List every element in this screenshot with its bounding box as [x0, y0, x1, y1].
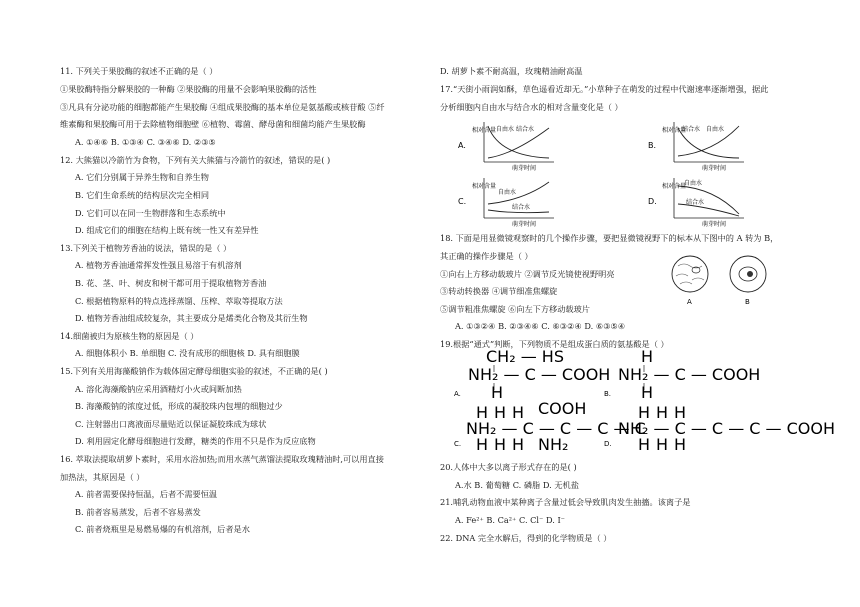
svg-text:H: H: [656, 403, 669, 422]
q17-graph-set: [454, 118, 754, 228]
graph-a-letter: A.: [458, 141, 466, 150]
svg-text:H: H: [512, 403, 525, 422]
graph-d-bound: 结合水: [686, 199, 705, 206]
graph-b-bound: 结合水: [682, 126, 701, 133]
svg-text:NH₂ — C — COOH: NH₂ — C — COOH: [468, 365, 611, 384]
graph-d-letter: D.: [648, 197, 657, 206]
q16-stem-cont: 加热法，其原因是（ ）: [60, 472, 145, 482]
q11-statement-1: ①果胶酶特指分解果胶的一种酶 ②果胶酶的用量不会影响果胶酶的活性: [60, 84, 317, 94]
q15-stem: 15.下列有关用海藻酸钠作为载体固定酵母细胞实验的叙述，不正确的是( ): [60, 366, 328, 376]
q12-option-a: A. 它们分别属于异养生物和自养生物: [75, 172, 209, 182]
q21-stem: 21.哺乳动物血液中某种离子含量过低会导致肌肉发生抽搐。该离子是: [440, 497, 691, 507]
svg-text:NH₂ — C — C — C — COOH: NH₂ — C — C — C — COOH: [618, 419, 836, 438]
svg-text:NH₂: NH₂: [538, 435, 569, 454]
field-b: [730, 256, 766, 306]
svg-text:H: H: [491, 383, 504, 402]
field-a-label: A: [687, 298, 692, 306]
svg-text:D.: D.: [604, 440, 612, 448]
svg-text:H: H: [512, 435, 525, 454]
q18-step-1: ①向右上方移动载玻片 ②调节反光镜使视野明亮: [440, 269, 615, 279]
svg-text:A.: A.: [454, 390, 461, 398]
svg-text:COOH: COOH: [538, 399, 587, 418]
structure-a: [454, 347, 610, 402]
field-b-label: B: [745, 298, 750, 306]
q12-option-d: D. 组成它们的细胞在结构上既有统一性又有差异性: [75, 225, 259, 235]
graph-c-ylabel: 相对含量: [472, 183, 497, 190]
svg-text:H: H: [641, 383, 654, 402]
q15-option-b: B. 海藻酸钠的浓度过低，形成的凝胶珠内包埋的细胞过少: [75, 401, 283, 411]
graph-b: [648, 122, 744, 172]
field-a: [672, 256, 708, 306]
q16-option-c: C. 前者烧瓶里是易燃易爆的有机溶剂，后者是水: [75, 524, 250, 534]
q18-microscope-fields: [668, 252, 778, 312]
q19-structures: [454, 347, 836, 458]
svg-text:H: H: [476, 403, 489, 422]
q16-option-d: D. 胡萝卜素不耐高温，玫瑰精油耐高温: [440, 66, 583, 76]
graph-a-xlabel: 萌芽时间: [512, 165, 537, 172]
structure-b: [604, 347, 760, 402]
graph-a-free: 自由水: [496, 126, 515, 133]
q18-stem-cont: 其正确的操作步骤是（ ）: [440, 251, 533, 261]
graph-d-xlabel: 萌芽时间: [702, 221, 727, 228]
q17-stem: 17.“天街小雨润如酥，草色遥看近却无。”小草种子在萌发的过程中代谢速率逐渐增强，据此: [440, 84, 769, 94]
graph-a-bound: 结合水: [516, 126, 535, 133]
q17-stem-cont: 分析细胞内自由水与结合水的相对含量变化是（ ）: [440, 102, 623, 112]
structure-d: [604, 403, 835, 454]
q12-stem: 12. 大熊猫以冷箭竹为食物，下列有关大熊猫与冷箭竹的叙述，错误的是( ): [60, 155, 331, 165]
q16-option-b: B. 前者容易蒸发，后者不容易蒸发: [75, 507, 201, 517]
q20-options: A.水 B. 葡萄糖 C. 磷脂 D. 无机盐: [455, 480, 579, 490]
q19-stem: 19.根据“通式”判断，下列物质不是组成蛋白质的氨基酸是（ ）: [440, 339, 669, 349]
microscope-svg: [668, 252, 778, 308]
graph-d: [648, 178, 744, 228]
graph-a-ylabel: 相对含量: [472, 127, 497, 134]
graph-d-ylabel: 相对含量: [662, 183, 687, 190]
q15-option-c: C. 注射器出口离液面尽量贴近以保证凝胶珠成为球状: [75, 419, 267, 429]
q15-option-a: A. 溶化海藻酸钠应采用酒精灯小火或间断加热: [75, 384, 242, 394]
q21-options: A. Fe²⁺ B. Ca²⁺ C. Cl⁻ D. I⁻: [455, 515, 565, 525]
q19-structures-svg: [454, 347, 836, 454]
svg-text:H: H: [656, 435, 669, 454]
q14-options: A. 细胞体积小 B. 单细胞 C. 没有成形的细胞核 D. 具有细胞膜: [75, 348, 300, 358]
q20-stem: 20.人体中大多以离子形式存在的是( ): [440, 462, 577, 472]
q13-stem: 13.下列关于植物芳香油的说法，错误的是（ ）: [60, 243, 232, 253]
graph-b-xlabel: 萌芽时间: [702, 165, 727, 172]
svg-text:H: H: [638, 403, 651, 422]
q12-option-c: D. 它们可以在同一生物群落和生态系统中: [75, 208, 226, 218]
q18-step-3: ⑤调节粗准焦螺旋 ⑥向左下方移动载玻片: [440, 304, 590, 314]
q17-graphs: [454, 118, 754, 227]
graph-c-xlabel: 萌芽时间: [512, 221, 537, 228]
svg-text:H: H: [641, 347, 654, 366]
q15-option-d: D. 利用固定化酵母细胞进行发酵，糖类的作用不只是作为反应底物: [75, 436, 316, 446]
svg-text:H: H: [674, 403, 687, 422]
graph-c-letter: C.: [458, 197, 467, 206]
graph-b-free: 自由水: [706, 126, 725, 133]
q11-statement-3: 维素酶和果胶酶可用于去除植物细胞壁 ⑥植物、霉菌、酵母菌和细菌均能产生果胶酶: [60, 119, 366, 129]
q18-step-2: ③转动转换器 ④调节细准焦螺旋: [440, 286, 558, 296]
q16-option-a: A. 前者需要保持恒温，后者不需要恒温: [75, 489, 218, 499]
q11-stem: 11. 下列关于果胶酶的叙述不正确的是（ ）: [60, 66, 218, 76]
q22-stem: 22. DNA 完全水解后，得到的化学物质是（ ）: [440, 533, 612, 543]
graph-d-free: 自由水: [684, 180, 703, 187]
q11-options: A. ①④⑥ B. ①③④ C. ③④⑥ D. ②③⑤: [75, 137, 216, 147]
graph-c: [458, 178, 554, 228]
graph-b-ylabel: 相对含量: [662, 127, 687, 134]
svg-text:H: H: [494, 435, 507, 454]
svg-text:NH₂ — C — COOH: NH₂ — C — COOH: [618, 365, 761, 384]
graph-c-free: 自由水: [498, 189, 517, 196]
q12-option-b: B. 它们生命系统的结构层次完全相同: [75, 190, 210, 200]
q13-option-d: D. 植物芳香油组成较复杂，其主要成分是烯类化合物及其衍生物: [75, 313, 308, 323]
q13-option-a: A. 植物芳香油通常挥发性强且易溶于有机溶剂: [75, 260, 242, 270]
svg-text:CH₂ — HS: CH₂ — HS: [486, 347, 564, 366]
q16-stem: 16. 萃取法提取胡萝卜素时，采用水浴加热;而用水蒸气蒸馏法提取玫瑰精油时,可以用直接: [60, 454, 384, 464]
q11-statement-2: ③凡具有分泌功能的细胞都能产生果胶酶 ④组成果胶酶的基本单位是氨基酸或核苷酸 ⑤纤: [60, 102, 385, 112]
svg-text:H: H: [494, 403, 507, 422]
svg-text:B.: B.: [604, 390, 612, 398]
graph-c-bound: 结合水: [512, 204, 531, 211]
q18-options: A. ①③②④ B. ②③④⑥ C. ⑥③②④ D. ⑥③⑤④: [455, 321, 626, 331]
svg-text:H: H: [638, 435, 651, 454]
graph-b-letter: B.: [648, 141, 657, 150]
graph-a: [458, 122, 554, 172]
svg-text:NH₂ — C — C — C — C: NH₂ — C — C — C — C: [466, 419, 646, 438]
q14-stem: 14.细菌被归为原核生物的原因是（ ）: [60, 331, 199, 341]
svg-text:H: H: [674, 435, 687, 454]
q18-stem: 18. 下面是用显微镜观察时的几个操作步骤，要把显微镜视野下的标本从下图中的 A 转为 B，: [440, 233, 779, 243]
svg-text:H: H: [476, 435, 489, 454]
q13-option-c: C. 根据植物原料的特点选择蒸馏、压榨、萃取等提取方法: [75, 296, 283, 306]
q13-option-b: B. 花、茎、叶、树皮和树干都可用于提取植物芳香油: [75, 278, 267, 288]
svg-text:C.: C.: [454, 440, 462, 448]
